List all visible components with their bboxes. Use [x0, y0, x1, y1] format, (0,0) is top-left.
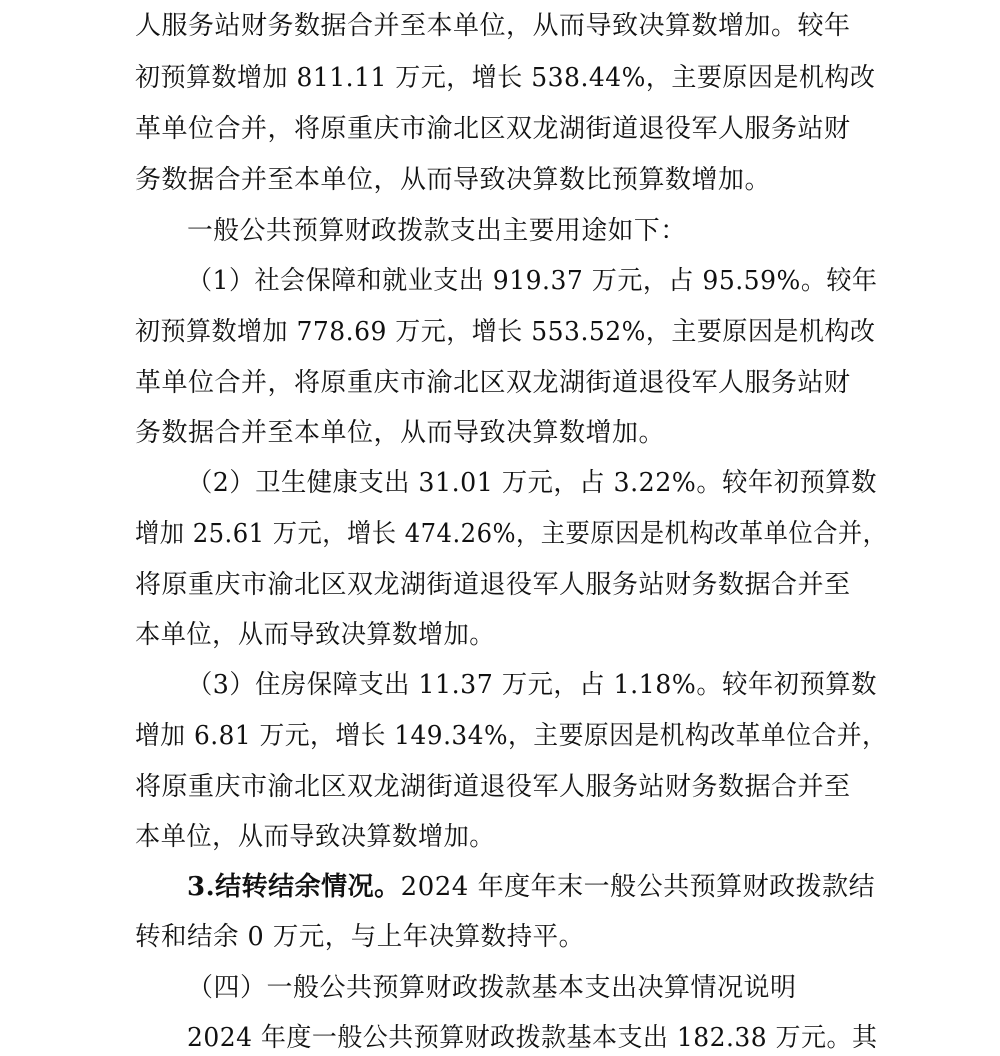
balance-heading: 3.结转结余情况。 [187, 872, 401, 902]
balance-paragraph [187, 870, 877, 904]
paragraph-line: （1）社会保障和就业支出 919.37 万元，占 95.59%。较年 [187, 266, 878, 296]
paragraph-line: （3）住房保障支出 11.37 万元，占 1.18%。较年初预算数 [187, 670, 877, 700]
paragraph-line: 人服务站财务数据合并至本单位，从而导致决算数增加。较年 [135, 11, 851, 41]
balance-text: 2024 年度年末一般公共预算财政拨款结 [400, 872, 876, 902]
paragraph-line: 初预算数增加 811.11 万元，增长 538.44%，主要原因是机构改 [135, 63, 876, 93]
paragraph-line: 将原重庆市渝北区双龙湖街道退役军人服务站财务数据合并至 [135, 570, 851, 600]
paragraph-line: （2）卫生健康支出 31.01 万元，占 3.22%。较年初预算数 [187, 468, 877, 498]
paragraph-line: 增加 6.81 万元，增长 149.34%，主要原因是机构改革单位合并， [135, 721, 888, 751]
paragraph-line: 本单位，从而导致决算数增加。 [135, 822, 496, 852]
paragraph-line: 革单位合并，将原重庆市渝北区双龙湖街道退役军人服务站财 [135, 368, 851, 398]
paragraph-line: 将原重庆市渝北区双龙湖街道退役军人服务站财务数据合并至 [135, 772, 851, 802]
paragraph-line: 务数据合并至本单位，从而导致决算数增加。 [135, 418, 666, 448]
paragraph-line: 初预算数增加 778.69 万元，增长 553.52%，主要原因是机构改 [135, 317, 876, 347]
section-heading: （四）一般公共预算财政拨款基本支出决算情况说明 [187, 973, 797, 1003]
paragraph-line: 2024 年度一般公共预算财政拨款基本支出 182.38 万元。其 [187, 1023, 878, 1053]
paragraph-line: 转和结余 0 万元，与上年决算数持平。 [135, 922, 585, 952]
paragraph-line: 务数据合并至本单位，从而导致决算数比预算数增加。 [135, 165, 772, 195]
paragraph-line: 增加 25.61 万元，增长 474.26%，主要原因是机构改革单位合并， [135, 519, 888, 549]
paragraph-line: 本单位，从而导致决算数增加。 [135, 620, 496, 650]
paragraph-line: 革单位合并，将原重庆市渝北区双龙湖街道退役军人服务站财 [135, 114, 851, 144]
subheading-line: 一般公共预算财政拨款支出主要用途如下： [187, 216, 687, 246]
